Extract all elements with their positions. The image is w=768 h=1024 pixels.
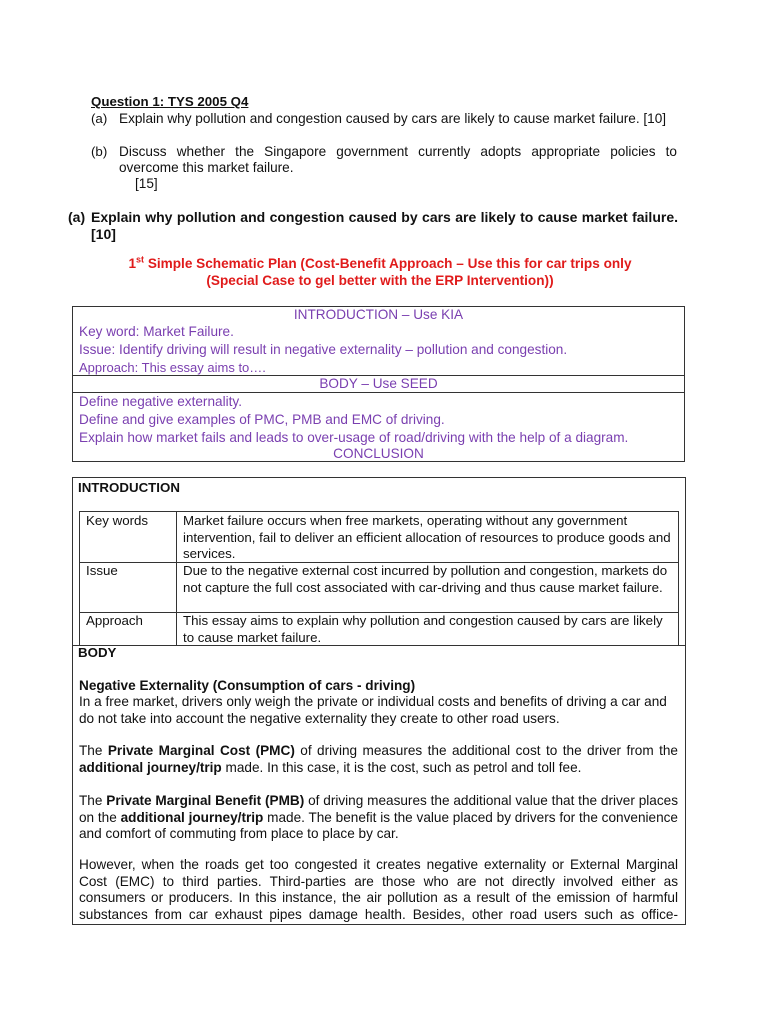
body-paragraph-1: In a free market, drivers only weigh the private or individual costs and benefits of driving a car and do not take into account the negative externality they create to other road users.: [79, 694, 667, 726]
body-paragraph-pmb: The Private Marginal Benefit (PMB) of driving measures the additional value that the driver places on the additional journey/trip made. The benefit is the value placed by drivers for the convenience and comfort of commuting from place to place by car.: [79, 793, 678, 842]
row-text-issue: Due to the negative external cost incurred by pollution and congestion, markets do not capture the full cost associated with car-driving and thus cause market failure.: [183, 563, 668, 595]
question-title: Question 1: TYS 2005 Q4: [91, 94, 249, 109]
plan-body-heading: BODY – Use SEED: [319, 376, 438, 391]
heading-a-line2: [10]: [91, 226, 116, 242]
heading-a-marker: (a): [68, 209, 86, 225]
essay-body-heading: BODY: [78, 645, 117, 660]
row-label-issue: Issue: [86, 563, 118, 578]
body-paragraph-emc: However, when the roads get too congested it creates negative externality or External Marginal Cost (EMC) to third parties. Third-parties are those who are not directly involved either as consumers or producers. In this instance, the air pollution as a result of the emission of harmful substances from car exhaust pipes damage health. Besides, other road users such as office-: [79, 857, 678, 922]
essay-intro-heading: INTRODUCTION: [78, 480, 180, 495]
intro-table: [79, 511, 679, 646]
plan-intro-keyword: Key word: Market Failure.: [79, 324, 234, 339]
body-subheading: Negative Externality (Consumption of cars - driving): [79, 678, 416, 693]
plan-title-line1: 1st Simple Schematic Plan (Cost-Benefit Approach – Use this for car trips only: [128, 254, 632, 271]
plan-intro-issue: Issue: Identify driving will result in negative externality – pollution and congestion.: [79, 342, 568, 357]
question-part-b-marks: [15]: [135, 176, 158, 191]
plan-intro-heading: INTRODUCTION – Use KIA: [293, 307, 464, 322]
row-text-approach: This essay aims to explain why pollution and congestion caused by cars are likely to cause market failure.: [183, 613, 663, 645]
plan-body-line-2: Define and give examples of PMC, PMB and EMC of driving.: [79, 412, 445, 427]
question-part-a-marker: (a): [91, 111, 108, 126]
row-label-key-words: Key words: [86, 513, 149, 528]
body-paragraph-pmc: The Private Marginal Cost (PMC) of driving measures the additional cost to the driver from the additional journey/trip made. In this case, it is the cost, such as petrol and toll fee.: [79, 743, 678, 775]
plan-title-line2: (Special Case to gel better with the ERP Intervention)): [206, 273, 554, 288]
schematic-plan-box: [72, 306, 685, 462]
row-label-approach: Approach: [86, 613, 143, 628]
plan-body-line-1: Define negative externality.: [79, 394, 242, 409]
question-part-b-line1: Discuss whether the Singapore government currently adopts appropriate policies to: [119, 144, 677, 159]
question-part-a-text: Explain why pollution and congestion caused by cars are likely to cause market failure. [10]: [119, 111, 667, 126]
question-part-b-line2: overcome this market failure.: [119, 160, 294, 175]
table-row: [80, 512, 678, 562]
heading-a-line1: Explain why pollution and congestion caused by cars are likely to cause market failure.: [91, 209, 678, 225]
row-text-key-words: Market failure occurs when free markets, operating without any government intervention, fail to deliver an efficient allocation of resources to produce goods and services.: [183, 513, 671, 561]
body-divider: [72, 645, 686, 646]
question-part-b-marker: (b): [91, 144, 108, 159]
table-row: [80, 612, 678, 646]
plan-body-line-3: Explain how market fails and leads to over-usage of road/driving with the help of a diagram.: [79, 430, 629, 445]
plan-conclusion-heading: CONCLUSION: [333, 446, 424, 461]
plan-intro-approach: Approach: This essay aims to….: [79, 360, 266, 375]
table-row: [80, 562, 678, 612]
